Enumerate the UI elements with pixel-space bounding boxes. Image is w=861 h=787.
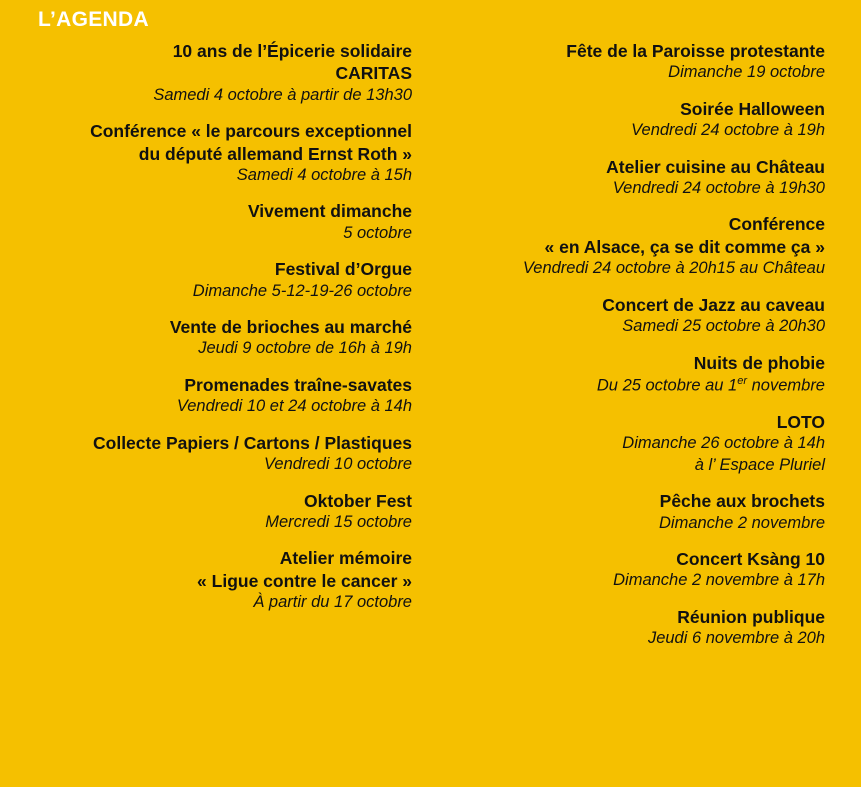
- agenda-event: [448, 490, 825, 534]
- agenda-event: [448, 548, 825, 592]
- event-date: [0, 165, 412, 186]
- event-date-line: Samedi 4 octobre à partir de 13h30: [153, 85, 412, 104]
- event-date: [448, 628, 825, 649]
- event-date: [448, 513, 825, 534]
- event-title-line: Nuits de phobie: [693, 352, 825, 373]
- agenda-columns: [0, 40, 861, 664]
- event-title-line: Concert Ksàng 10: [676, 548, 825, 569]
- agenda-event: [0, 547, 412, 613]
- event-title-line: Promenades traîne-savates: [184, 374, 412, 395]
- event-date-line: Dimanche 19 octobre: [668, 63, 825, 82]
- event-title-line: Conférence « le parcours exceptionnel: [90, 121, 412, 142]
- event-date-line: Vendredi 24 octobre à 20h15 au Château: [522, 259, 825, 278]
- event-title: [0, 40, 412, 85]
- event-date-line: Dimanche 5-12-19-26 octobre: [192, 281, 412, 300]
- event-date-line: Du 25 octobre au 1er novembre: [596, 374, 825, 395]
- event-date-line: Vendredi 10 octobre: [264, 455, 412, 474]
- event-title-line: Réunion publique: [677, 606, 825, 627]
- event-title: [448, 490, 825, 512]
- event-title-line: Concert de Jazz au caveau: [602, 294, 825, 315]
- event-date-line: 5 octobre: [343, 223, 412, 242]
- event-title-line: CARITAS: [335, 63, 412, 84]
- event-date: [0, 85, 412, 106]
- event-title-line: Collecte Papiers / Cartons / Plastiques: [93, 432, 412, 453]
- event-title: [0, 432, 412, 454]
- event-title: [448, 548, 825, 570]
- event-title: [448, 213, 825, 258]
- event-title-line: LOTO: [776, 411, 825, 432]
- agenda-event: [448, 352, 825, 397]
- event-title: [0, 490, 412, 512]
- agenda-event: [448, 411, 825, 476]
- ordinal-superscript: er: [737, 374, 748, 387]
- event-date-line: Dimanche 2 novembre: [659, 513, 825, 532]
- agenda-event: [0, 200, 412, 244]
- event-date-line: Vendredi 10 et 24 octobre à 14h: [176, 397, 412, 416]
- event-date: [0, 396, 412, 417]
- event-title-line: Vente de brioches au marché: [169, 317, 412, 338]
- event-date-line: Samedi 25 octobre à 20h30: [622, 317, 825, 336]
- agenda-column-right: [430, 40, 860, 664]
- event-title-line: Conférence: [728, 214, 825, 235]
- event-title-line: « Ligue contre le cancer »: [197, 570, 412, 591]
- event-title: [448, 40, 825, 62]
- event-title-line: Fête de la Paroisse protestante: [566, 41, 825, 61]
- event-title: [0, 547, 412, 592]
- event-title: [448, 156, 825, 178]
- event-date: [0, 281, 412, 302]
- event-date: [448, 62, 825, 83]
- event-title: [448, 98, 825, 120]
- event-title: [0, 258, 412, 280]
- event-title-line: Vivement dimanche: [247, 201, 412, 222]
- agenda-event: [0, 490, 412, 534]
- agenda-event: [0, 120, 412, 186]
- agenda-event: [0, 40, 412, 106]
- event-date: [0, 454, 412, 475]
- event-title: [0, 316, 412, 338]
- event-title-line: « en Alsace, ça se dit comme ça »: [544, 236, 825, 257]
- event-title: [0, 120, 412, 165]
- event-date: [448, 316, 825, 337]
- event-title-line: Atelier cuisine au Château: [606, 156, 825, 177]
- event-date: [448, 570, 825, 591]
- event-date-line: Dimanche 2 novembre à 17h: [613, 571, 825, 590]
- event-date-line: Jeudi 6 novembre à 20h: [647, 629, 825, 648]
- event-title-line: Festival d’Orgue: [274, 259, 412, 280]
- event-title: [448, 606, 825, 628]
- event-date-line: Vendredi 24 octobre à 19h30: [612, 179, 825, 198]
- event-title: [0, 200, 412, 222]
- event-date-line: Jeudi 9 octobre de 16h à 19h: [198, 339, 412, 358]
- event-date-line: Mercredi 15 octobre: [265, 512, 412, 531]
- event-title-line: Soirée Halloween: [680, 98, 825, 119]
- event-title: [448, 411, 825, 433]
- event-title: [448, 352, 825, 374]
- event-date: [448, 433, 825, 476]
- event-date-line: Dimanche 26 octobre à 14h: [622, 434, 825, 453]
- event-date-line: à l’ Espace Pluriel: [694, 455, 825, 474]
- agenda-event: [0, 258, 412, 302]
- event-title-line: Oktober Fest: [304, 490, 412, 511]
- event-date: [448, 120, 825, 141]
- event-date: [0, 512, 412, 533]
- event-date: [448, 178, 825, 199]
- event-date-line: À partir du 17 octobre: [253, 593, 412, 612]
- agenda-event: [0, 432, 412, 476]
- agenda-event: [448, 213, 825, 279]
- event-title-line: Pêche aux brochets: [659, 491, 825, 512]
- event-date-line: Samedi 4 octobre à 15h: [236, 166, 412, 184]
- agenda-event: [448, 40, 825, 84]
- event-title: [448, 294, 825, 316]
- agenda-event: [0, 316, 412, 360]
- event-title-line: du député allemand Ernst Roth »: [138, 143, 412, 164]
- event-title-line: 10 ans de l’Épicerie solidaire: [172, 41, 412, 61]
- event-date: [448, 374, 825, 397]
- event-date: [448, 258, 825, 279]
- event-date: [0, 592, 412, 613]
- event-date: [0, 223, 412, 244]
- agenda-column-left: [0, 40, 430, 664]
- event-title: [0, 374, 412, 396]
- agenda-event: [448, 98, 825, 142]
- agenda-event: [448, 156, 825, 200]
- agenda-event: [0, 374, 412, 418]
- event-date: [0, 338, 412, 359]
- event-title-line: Atelier mémoire: [279, 548, 412, 569]
- agenda-event: [448, 606, 825, 650]
- event-date-line: Vendredi 24 octobre à 19h: [631, 121, 825, 140]
- page-title: L’AGENDA: [38, 8, 149, 31]
- agenda-event: [448, 294, 825, 338]
